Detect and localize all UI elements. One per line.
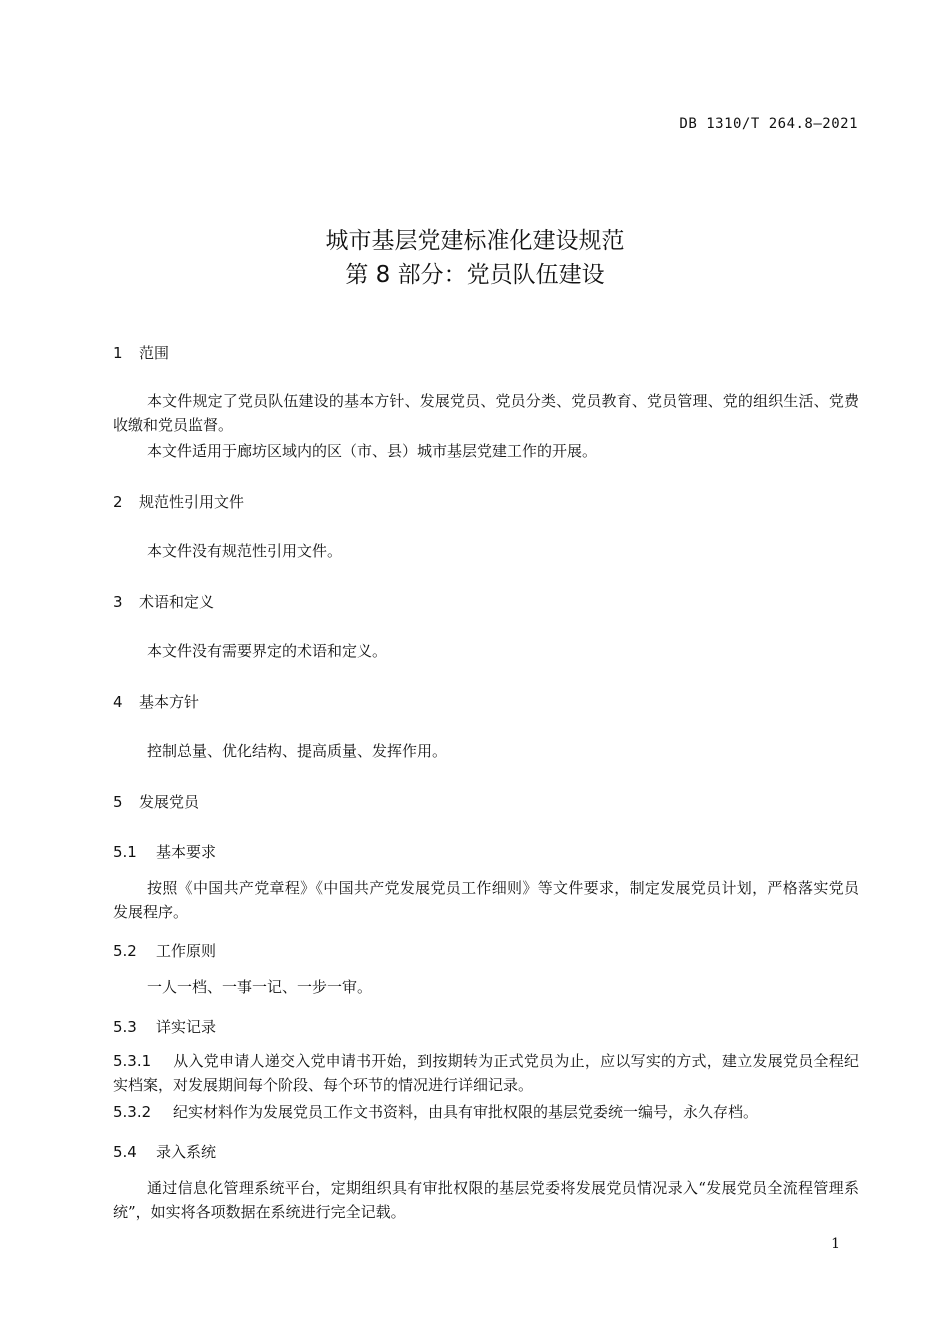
document-subtitle: 第 8 部分：党员队伍建设 [345, 262, 605, 288]
section-number: 5 [113, 793, 123, 811]
subsection-5-2-paragraph: 一人一档、一事一记、一步一审。 [147, 978, 373, 996]
clause-text: 纪实材料作为发展党员工作文书资料，由具有审批权限的基层党委统一编号，永久存档。 [173, 1103, 759, 1121]
section-2-heading [113, 491, 244, 512]
subsection-5-1-heading [113, 841, 216, 862]
section-5-heading [113, 791, 199, 812]
clause-text: 从入党申请人递交入党申请书开始，到按期转为正式党员为止，应以写实的方式，建立发展党员全程纪实档案，对发展期间每个阶段、每个环节的情况进行详细记录。 [113, 1052, 859, 1094]
section-4-paragraph: 控制总量、优化结构、提高质量、发挥作用。 [147, 742, 448, 760]
subsection-5-4-heading [113, 1141, 216, 1162]
section-2-paragraph: 本文件没有规范性引用文件。 [147, 542, 343, 560]
subsection-5-4-paragraph: 通过信息化管理系统平台，定期组织具有审批权限的基层党委将发展党员情况录入“发展党员全流程管理系统”，如实将各项数据在系统进行完全记载。 [113, 1179, 859, 1221]
section-number: 1 [113, 344, 123, 362]
subsection-5-2-heading [113, 940, 216, 961]
section-title: 基本方针 [139, 693, 200, 711]
subsection-number: 5.1 [113, 843, 137, 861]
subsection-number: 5.2 [113, 942, 137, 960]
section-number: 4 [113, 693, 123, 711]
section-3-paragraph: 本文件没有需要界定的术语和定义。 [147, 642, 388, 660]
section-number: 3 [113, 593, 123, 611]
subsection-title: 详实记录 [156, 1018, 217, 1036]
section-number: 2 [113, 493, 123, 511]
clause-number: 5.3.1 [113, 1052, 152, 1070]
clause-5-3-2 [113, 1100, 859, 1124]
subsection-5-1-paragraph: 按照《中国共产党章程》《中国共产党发展党员工作细则》等文件要求，制定发展党员计划，严格落实党员发展程序。 [113, 879, 859, 921]
section-1-paragraph-1: 本文件规定了党员队伍建设的基本方针、发展党员、党员分类、党员教育、党员管理、党的组织生活、党费收缴和党员监督。 [113, 392, 859, 434]
section-title: 范围 [139, 344, 170, 362]
subsection-number: 5.3 [113, 1018, 137, 1036]
document-code: DB 1310/T 264.8—2021 [679, 116, 858, 132]
section-1-heading [113, 342, 169, 363]
subsection-5-3-heading [113, 1016, 216, 1037]
section-title: 规范性引用文件 [139, 493, 245, 511]
section-title: 发展党员 [139, 793, 200, 811]
document-title: 城市基层党建标准化建设规范 [325, 228, 625, 254]
section-4-heading [113, 691, 199, 712]
section-3-heading [113, 591, 214, 612]
subsection-title: 基本要求 [156, 843, 217, 861]
subsection-number: 5.4 [113, 1143, 137, 1161]
section-title: 术语和定义 [139, 593, 215, 611]
section-1-paragraph-2: 本文件适用于廊坊区域内的区（市、县）城市基层党建工作的开展。 [147, 442, 598, 460]
clause-number: 5.3.2 [113, 1103, 152, 1121]
subsection-title: 工作原则 [156, 942, 217, 960]
subsection-title: 录入系统 [156, 1143, 217, 1161]
page-number: 1 [831, 1236, 840, 1252]
clause-5-3-1 [113, 1049, 859, 1097]
